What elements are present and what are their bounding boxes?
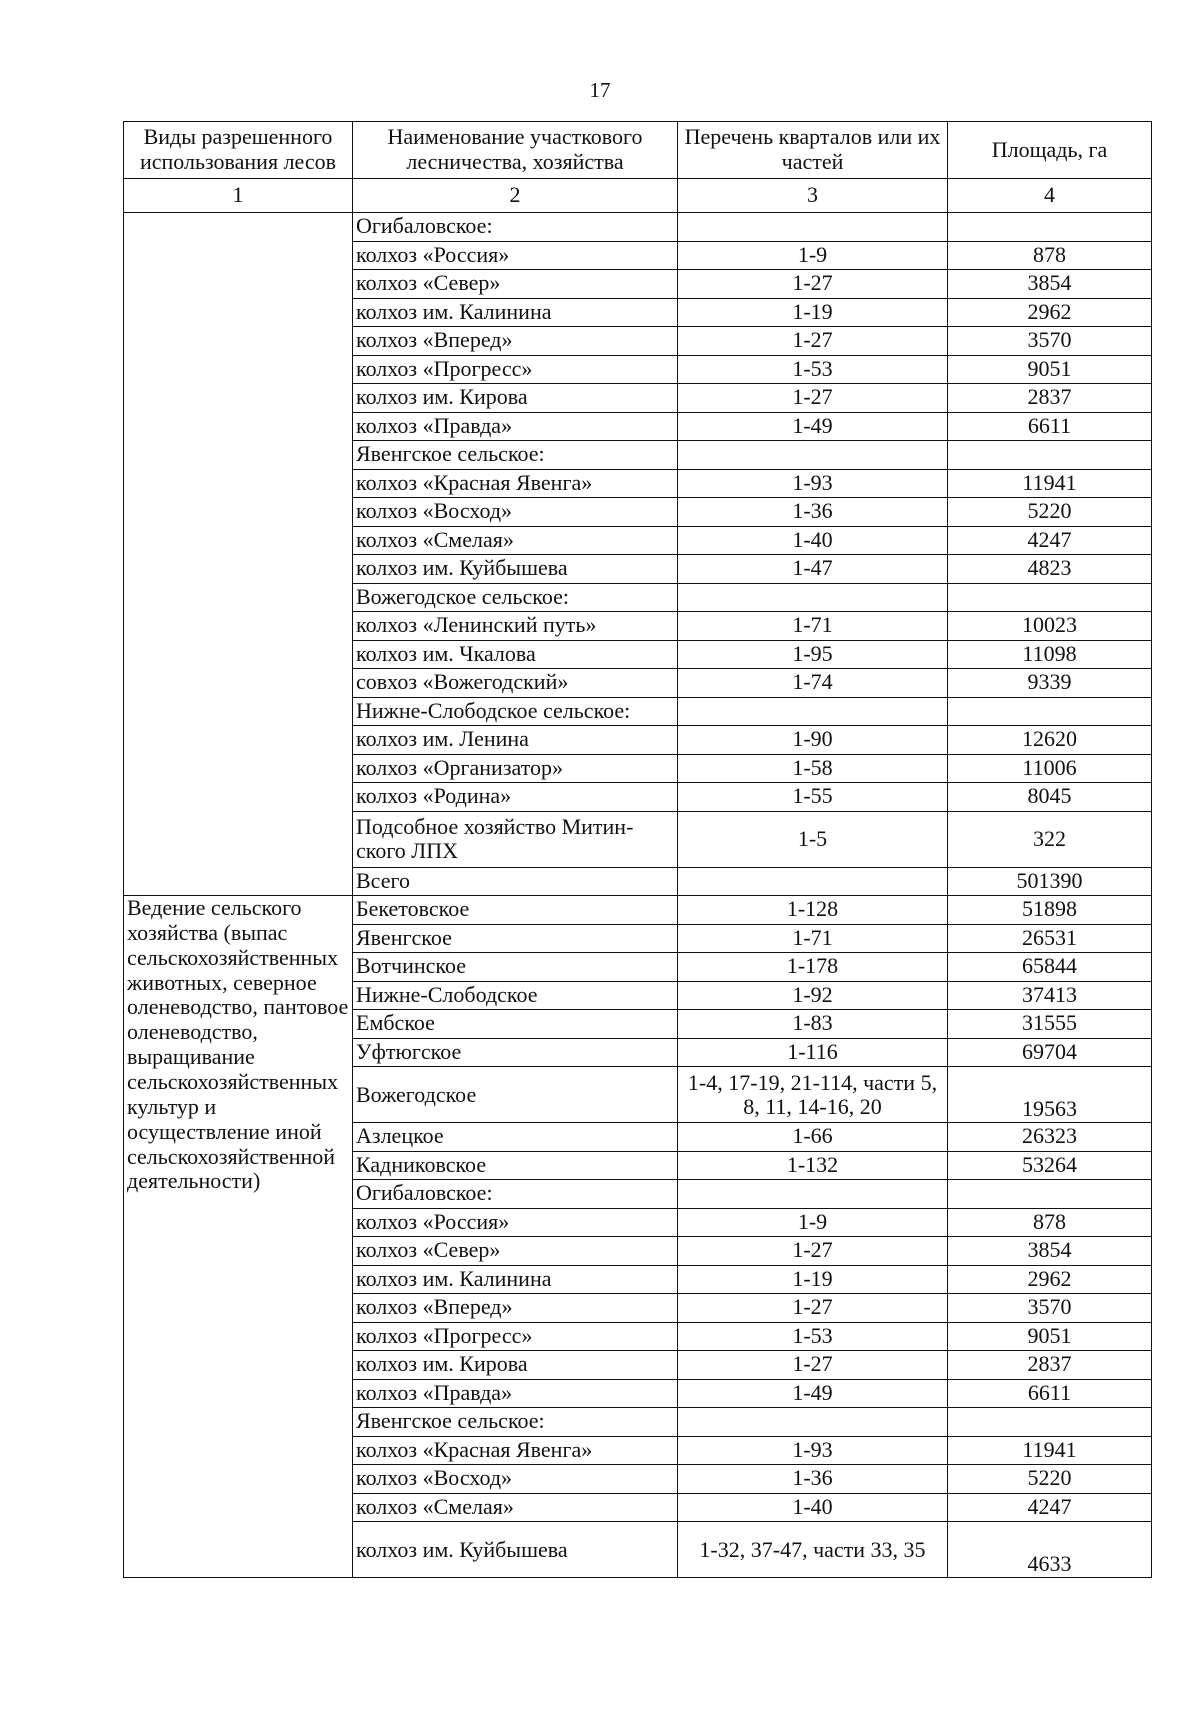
quarters-cell: 1-49 <box>678 412 948 441</box>
header-quarters: Перечень кварталов или их частей <box>678 122 948 179</box>
column-number: 4 <box>948 179 1152 213</box>
quarters-cell: 1-4, 17-19, 21-114, части 5, 8, 11, 14-16, 20 <box>678 1067 948 1123</box>
area-cell: 19563 <box>948 1067 1152 1123</box>
quarters-cell: 1-27 <box>678 384 948 413</box>
forestry-name-cell: колхоз им. Куйбышева <box>353 1522 678 1578</box>
forestry-name-cell: колхоз «Вперед» <box>353 327 678 356</box>
forestry-name-cell: колхоз «Красная Явенга» <box>353 1436 678 1465</box>
use-type-cell: Ведение сельского хозяйства (выпас сельскохозяйственных животных, северное оленеводство, пантовое оленеводство, выращивание сельскохозяйственных культур и осуществление иной сельскохозяйственной деятельности) <box>124 896 353 1578</box>
forestry-name-cell: колхоз «Восход» <box>353 498 678 527</box>
area-cell: 5220 <box>948 498 1152 527</box>
quarters-cell: 1-83 <box>678 1010 948 1039</box>
forestry-name-cell: колхоз «Восход» <box>353 1465 678 1494</box>
area-cell: 53264 <box>948 1151 1152 1180</box>
area-cell <box>948 213 1152 242</box>
header-forestry-name: Наименование участкового лесничества, хозяйства <box>353 122 678 179</box>
area-cell <box>948 1180 1152 1209</box>
forestry-name-cell: колхоз «Прогресс» <box>353 1322 678 1351</box>
area-cell: 2837 <box>948 384 1152 413</box>
forestry-name-cell: колхоз им. Калинина <box>353 1265 678 1294</box>
forestry-name-cell: колхоз «Организатор» <box>353 754 678 783</box>
area-cell: 878 <box>948 1208 1152 1237</box>
quarters-cell: 1-5 <box>678 811 948 867</box>
quarters-cell: 1-53 <box>678 1322 948 1351</box>
forestry-name-cell: Азлецкое <box>353 1123 678 1152</box>
area-cell: 9339 <box>948 669 1152 698</box>
forestry-name-cell: колхоз «Север» <box>353 270 678 299</box>
area-cell: 8045 <box>948 783 1152 812</box>
forestry-name-cell: колхоз «Прогресс» <box>353 355 678 384</box>
forestry-name-cell: Уфтюгское <box>353 1038 678 1067</box>
quarters-cell: 1-19 <box>678 298 948 327</box>
quarters-cell: 1-55 <box>678 783 948 812</box>
quarters-cell: 1-132 <box>678 1151 948 1180</box>
forestry-name-cell: колхоз «Смелая» <box>353 526 678 555</box>
forestry-name-cell: колхоз им. Чкалова <box>353 640 678 669</box>
area-cell: 37413 <box>948 981 1152 1010</box>
area-cell: 3570 <box>948 1294 1152 1323</box>
page-number: 17 <box>589 78 611 102</box>
quarters-cell: 1-32, 37-47, части 33, 35 <box>678 1522 948 1578</box>
quarters-cell: 1-71 <box>678 924 948 953</box>
area-cell: 9051 <box>948 1322 1152 1351</box>
area-cell: 4247 <box>948 1493 1152 1522</box>
column-number: 2 <box>353 179 678 213</box>
area-cell: 11941 <box>948 1436 1152 1465</box>
column-number: 1 <box>124 179 353 213</box>
quarters-cell: 1-95 <box>678 640 948 669</box>
quarters-cell: 1-36 <box>678 1465 948 1494</box>
quarters-cell: 1-27 <box>678 1351 948 1380</box>
quarters-cell: 1-128 <box>678 896 948 925</box>
area-cell: 6611 <box>948 412 1152 441</box>
forestry-name-cell: Огибаловское: <box>353 1180 678 1209</box>
quarters-cell: 1-49 <box>678 1379 948 1408</box>
area-cell: 3854 <box>948 270 1152 299</box>
quarters-cell <box>678 213 948 242</box>
forestry-name-cell: Бекетовское <box>353 896 678 925</box>
area-cell: 4633 <box>948 1522 1152 1578</box>
forestry-name-cell: колхоз «Вперед» <box>353 1294 678 1323</box>
quarters-cell: 1-116 <box>678 1038 948 1067</box>
forestry-name-cell: Огибаловское: <box>353 213 678 242</box>
forestry-name-cell: колхоз «Россия» <box>353 241 678 270</box>
quarters-cell: 1-53 <box>678 355 948 384</box>
forestry-name-cell: колхоз «Ленинский путь» <box>353 612 678 641</box>
forestry-name-cell: колхоз «Смелая» <box>353 1493 678 1522</box>
forestry-name-cell: колхоз им. Калинина <box>353 298 678 327</box>
area-cell: 6611 <box>948 1379 1152 1408</box>
quarters-cell <box>678 441 948 470</box>
quarters-cell: 1-9 <box>678 241 948 270</box>
area-cell: 51898 <box>948 896 1152 925</box>
table-row <box>124 213 1152 242</box>
area-cell <box>948 583 1152 612</box>
quarters-cell: 1-27 <box>678 270 948 299</box>
quarters-cell: 1-178 <box>678 953 948 982</box>
quarters-cell: 1-19 <box>678 1265 948 1294</box>
area-cell: 9051 <box>948 355 1152 384</box>
area-cell: 3854 <box>948 1237 1152 1266</box>
area-cell: 4823 <box>948 555 1152 584</box>
forestry-name-cell: колхоз им. Кирова <box>353 384 678 413</box>
header-use-type: Виды разрешенного использования лесов <box>124 122 353 179</box>
area-cell <box>948 1408 1152 1437</box>
forestry-name-cell: Ембское <box>353 1010 678 1039</box>
area-cell: 11941 <box>948 469 1152 498</box>
forestry-name-cell: Явенгское <box>353 924 678 953</box>
area-cell: 10023 <box>948 612 1152 641</box>
area-cell <box>948 441 1152 470</box>
quarters-cell: 1-27 <box>678 327 948 356</box>
quarters-cell <box>678 583 948 612</box>
column-number-row <box>124 179 1152 213</box>
header-area: Площадь, га <box>948 122 1152 179</box>
quarters-cell: 1-9 <box>678 1208 948 1237</box>
area-cell: 11006 <box>948 754 1152 783</box>
column-number: 3 <box>678 179 948 213</box>
forestry-name-cell: Кадниковское <box>353 1151 678 1180</box>
area-cell: 2962 <box>948 1265 1152 1294</box>
area-cell: 11098 <box>948 640 1152 669</box>
quarters-cell: 1-71 <box>678 612 948 641</box>
quarters-cell: 1-40 <box>678 1493 948 1522</box>
area-cell: 2837 <box>948 1351 1152 1380</box>
quarters-cell: 1-27 <box>678 1294 948 1323</box>
quarters-cell <box>678 1180 948 1209</box>
quarters-cell <box>678 697 948 726</box>
forestry-name-cell: Вотчинское <box>353 953 678 982</box>
area-cell: 69704 <box>948 1038 1152 1067</box>
forestry-name-cell: колхоз «Красная Явенга» <box>353 469 678 498</box>
header-row <box>124 122 1152 179</box>
forestry-name-cell: Всего <box>353 867 678 896</box>
quarters-cell: 1-58 <box>678 754 948 783</box>
forestry-name-cell: колхоз «Север» <box>353 1237 678 1266</box>
area-cell: 26531 <box>948 924 1152 953</box>
forestry-name-cell: Вожегодское сельское: <box>353 583 678 612</box>
forestry-name-cell: колхоз «Правда» <box>353 412 678 441</box>
quarters-cell <box>678 1408 948 1437</box>
forestry-name-cell: колхоз им. Ленина <box>353 726 678 755</box>
forest-use-table <box>123 121 1152 1578</box>
area-cell: 322 <box>948 811 1152 867</box>
quarters-cell: 1-92 <box>678 981 948 1010</box>
forestry-name-cell: колхоз «Правда» <box>353 1379 678 1408</box>
quarters-cell: 1-36 <box>678 498 948 527</box>
forestry-name-cell: совхоз «Вожегодский» <box>353 669 678 698</box>
forestry-name-cell: Вожегодское <box>353 1067 678 1123</box>
quarters-cell: 1-47 <box>678 555 948 584</box>
quarters-cell: 1-40 <box>678 526 948 555</box>
quarters-cell: 1-93 <box>678 469 948 498</box>
area-cell: 2962 <box>948 298 1152 327</box>
quarters-cell: 1-27 <box>678 1237 948 1266</box>
quarters-cell: 1-74 <box>678 669 948 698</box>
forestry-name-cell: колхоз им. Кирова <box>353 1351 678 1380</box>
quarters-cell: 1-90 <box>678 726 948 755</box>
forestry-name-cell: колхоз «Россия» <box>353 1208 678 1237</box>
area-cell: 878 <box>948 241 1152 270</box>
area-cell: 5220 <box>948 1465 1152 1494</box>
forestry-name-cell: Нижне-Слободское сельское: <box>353 697 678 726</box>
area-cell: 65844 <box>948 953 1152 982</box>
area-cell: 12620 <box>948 726 1152 755</box>
forestry-name-cell: Нижне-Слободское <box>353 981 678 1010</box>
table-body <box>124 213 1152 1578</box>
area-cell: 4247 <box>948 526 1152 555</box>
area-cell: 3570 <box>948 327 1152 356</box>
quarters-cell: 1-93 <box>678 1436 948 1465</box>
forestry-name-cell: колхоз им. Куйбышева <box>353 555 678 584</box>
forestry-name-cell: Явенгское сельское: <box>353 441 678 470</box>
table-row <box>124 896 1152 925</box>
quarters-cell: 1-66 <box>678 1123 948 1152</box>
area-cell <box>948 697 1152 726</box>
use-type-cell <box>124 213 353 896</box>
area-cell: 501390 <box>948 867 1152 896</box>
forestry-name-cell: Явенгское сельское: <box>353 1408 678 1437</box>
forestry-name-cell: Подсобное хозяйство Митин-ского ЛПХ <box>353 811 678 867</box>
quarters-cell <box>678 867 948 896</box>
area-cell: 31555 <box>948 1010 1152 1039</box>
forestry-name-cell: колхоз «Родина» <box>353 783 678 812</box>
area-cell: 26323 <box>948 1123 1152 1152</box>
